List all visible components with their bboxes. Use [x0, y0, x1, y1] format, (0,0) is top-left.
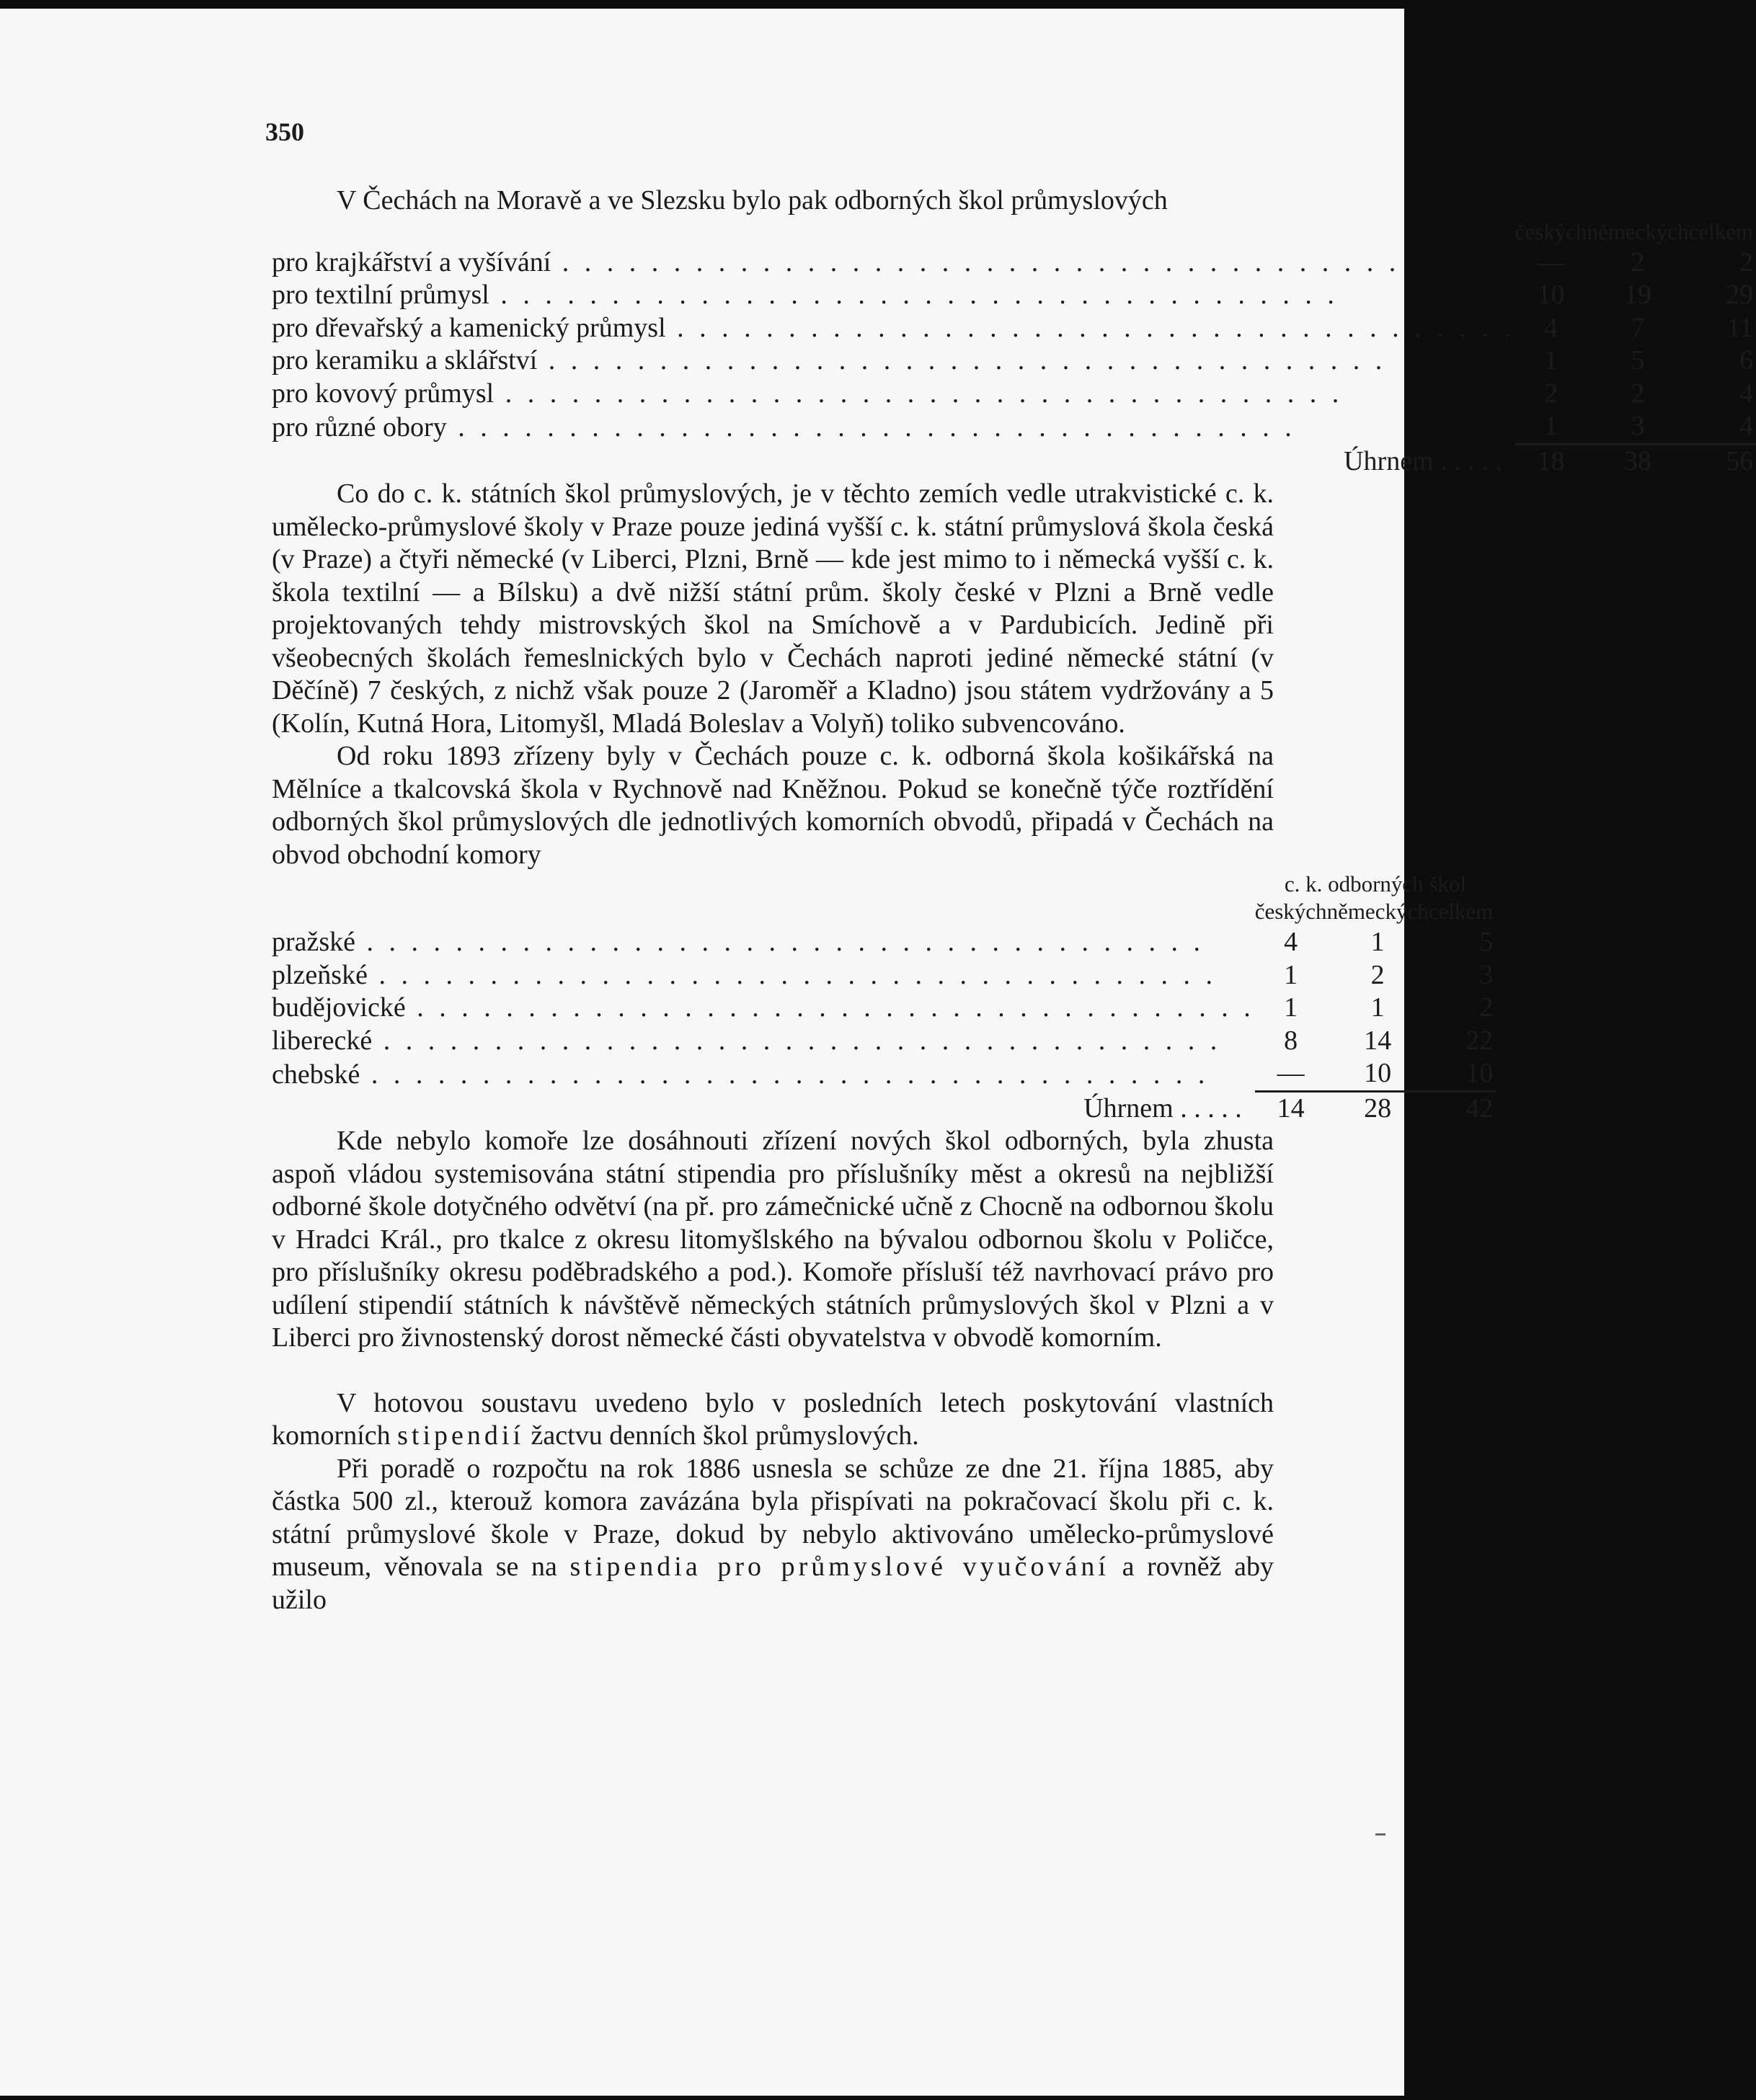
czech-count: 4	[1544, 312, 1558, 343]
column-header-czech: českých	[1515, 218, 1587, 244]
row-label: pražské . . .	[272, 926, 1255, 959]
row-label: pro dřevařský a kamenický průmysl . . .	[272, 312, 1515, 345]
total-count: 10	[1465, 1058, 1494, 1088]
column-header-german: německých	[1326, 899, 1429, 924]
total-label: Úhrnem . . . . .	[1083, 1093, 1242, 1124]
table-row	[272, 1025, 1496, 1058]
total-count: 3	[1479, 959, 1494, 990]
table-header-row	[272, 897, 1496, 926]
table-row	[272, 312, 1756, 345]
table-super-header-row	[272, 871, 1496, 897]
czech-count: 10	[1537, 280, 1565, 310]
row-label: pro krajkářství a vyšívání . . .	[272, 246, 1515, 280]
german-count: 2	[1631, 246, 1645, 277]
page-number: 350	[265, 117, 304, 146]
table-header-row	[272, 218, 1756, 246]
row-label: pro různé obory . . .	[272, 410, 1515, 444]
german-count: 19	[1624, 280, 1652, 310]
german-count: 2	[1631, 378, 1645, 409]
paragraph-state-schools: Co do c. k. státních škol průmyslových, je v těchto zemích vedle utrakvistické c. k. umělecko-průmyslové školy v Praze pouze jediná vyšší c. k. státní průmyslová škola česká (v Praze) a čtyři německé (v Liberci, Plzni, Brně — kde jest mimo to i německá vyšší c. k. škola textilní — a Bílsku) a dvě nižší státní prům. školy české v Plzni a Brně vedle projektovaných tehdy mistrovských škol na Smíchově a v Pardubicích. Jedině při všeobecných školách řemeslnických bylo v Čechách naproti jediné německé státní (v Děčíně) 7 českých, z nichž však pouze 2 (Jaroměř a Kladno) jsou státem vydržovány a 5 (Kolín, Kutná Hora, Litomyšl, Mladá Boleslav a Volyň) toliko subvencováno.	[272, 479, 1274, 739]
schools-by-chamber-table	[272, 871, 1496, 1125]
grand-total: 56	[1689, 444, 1756, 478]
total-count: 4	[1739, 411, 1754, 441]
total-count: 4	[1739, 378, 1754, 409]
row-label: pro kovový průmysl . . .	[272, 378, 1515, 411]
total-count: 11	[1726, 312, 1754, 343]
german-count: 3	[1631, 411, 1645, 441]
german-count: 1	[1370, 927, 1385, 957]
paragraph-stipends-state: Kde nebylo komoře lze dosáhnouti zřízení nových škol odborných, byla zhusta aspoň vládou systemisována státní stipendia pro příslušníky měst a okresů na nejbližší odborné škole dotyčného odvětví (na př. pro zámečnické učně z Chocně na odbornou školu v Hradci Král., pro tkalce z okresu litomyšlského na bývalou odbornou školu v Poličce, pro příslušníky okresu poděbradského a pod.). Komoře přísluší též navrhovací právo pro udílení stipendií státních k návštěvě německých státních průmyslových škol v Plzni a v Liberci pro živnostenský dorost německé části obyvatelstva v obvodě komorním.	[272, 1126, 1274, 1353]
super-header: c. k. odborných škol	[1284, 871, 1467, 896]
table-row	[272, 344, 1756, 378]
table-row	[272, 279, 1756, 312]
total-count: 22	[1465, 1025, 1494, 1056]
table-row	[272, 959, 1496, 992]
total-count: 5	[1479, 927, 1494, 957]
table-total-row	[272, 1091, 1496, 1125]
total-count: 29	[1726, 280, 1754, 310]
row-label: budějovické . . .	[272, 992, 1255, 1025]
german-total: 28	[1327, 1091, 1429, 1125]
section-gap	[272, 1355, 1274, 1387]
czech-count: 2	[1544, 378, 1558, 409]
table-row	[272, 1057, 1496, 1091]
czech-count: 1	[1284, 992, 1298, 1023]
column-header-german: německých	[1587, 218, 1689, 244]
row-label: pro keramiku a sklářství . . .	[272, 344, 1515, 378]
table-row	[272, 246, 1756, 280]
grand-total: 42	[1429, 1091, 1496, 1125]
paragraph-budget-1886: Při poradě o rozpočtu na rok 1886 usnesla se schůze ze dne 21. října 1885, aby částka 500 zl., kterouž komora zavázána byla přispívati na pokračovací školu při c. k. státní průmyslové škole v Praze, dokud by nebylo aktivováno umělecko-průmyslové museum, věnovala se na stipendia pro průmyslové vyučování a rovněž aby užilo	[272, 1453, 1274, 1615]
column-header-total: celkem	[1688, 218, 1754, 244]
czech-count: 1	[1544, 345, 1558, 375]
german-count: 10	[1364, 1058, 1392, 1088]
german-count: 14	[1364, 1025, 1392, 1056]
column-header-czech: českých	[1254, 899, 1327, 924]
row-label: liberecké . . .	[272, 1025, 1255, 1058]
schools-by-field-table	[272, 218, 1756, 479]
row-label: pro textilní průmysl . . .	[272, 279, 1515, 312]
table-total-row	[272, 444, 1756, 478]
column-header-total: celkem	[1428, 899, 1494, 924]
german-count: 1	[1370, 992, 1385, 1023]
german-count: 2	[1370, 959, 1385, 990]
paragraph-chamber-stipends: V hotovou soustavu uvedeno bylo v posledních letech poskytování vlastních komorních stipendií žactvu denních škol průmyslových.	[272, 1387, 1274, 1451]
total-count: 6	[1739, 345, 1754, 375]
total-count: 2	[1739, 246, 1754, 277]
row-label: plzeňské . . .	[272, 959, 1255, 992]
page-content	[272, 184, 1754, 1616]
table-row	[272, 926, 1496, 959]
czech-total: 14	[1255, 1091, 1327, 1125]
czech-total: 18	[1515, 444, 1587, 478]
margin-mark	[1375, 1833, 1385, 1836]
total-label: Úhrnem . . . . .	[1344, 445, 1502, 476]
czech-count: 8	[1284, 1025, 1298, 1056]
paragraph-since-1893: Od roku 1893 zřízeny byly v Čechách pouze c. k. odborná škola košikářská na Mělníce a tkalcovská škola v Rychnově nad Kněžnou. Pokud se konečně týče roztřídění odborných škol průmyslových dle jednotlivých komorních obvodů, připadá v Čechách na obvod obchodní komory	[272, 741, 1274, 870]
emphasis-stipendia: stipendia pro průmyslové vyučování	[569, 1552, 1109, 1582]
book-page	[0, 9, 1754, 2096]
czech-count: 1	[1284, 959, 1298, 990]
intro-paragraph: V Čechách na Moravě a ve Slezsku bylo pak odborných škol průmyslových	[337, 185, 1168, 215]
row-label: chebské . . .	[272, 1057, 1255, 1091]
table-row	[272, 410, 1756, 444]
german-count: 5	[1631, 345, 1645, 375]
czech-count: 4	[1284, 927, 1298, 957]
czech-count: —	[1537, 246, 1565, 277]
german-count: 7	[1631, 312, 1645, 343]
table-row	[272, 378, 1756, 411]
german-total: 38	[1587, 444, 1688, 478]
czech-count: —	[1277, 1058, 1305, 1088]
total-count: 2	[1479, 992, 1494, 1023]
table-row	[272, 992, 1496, 1025]
czech-count: 1	[1544, 411, 1558, 441]
emphasis-stipendii: stipendií	[397, 1420, 525, 1451]
